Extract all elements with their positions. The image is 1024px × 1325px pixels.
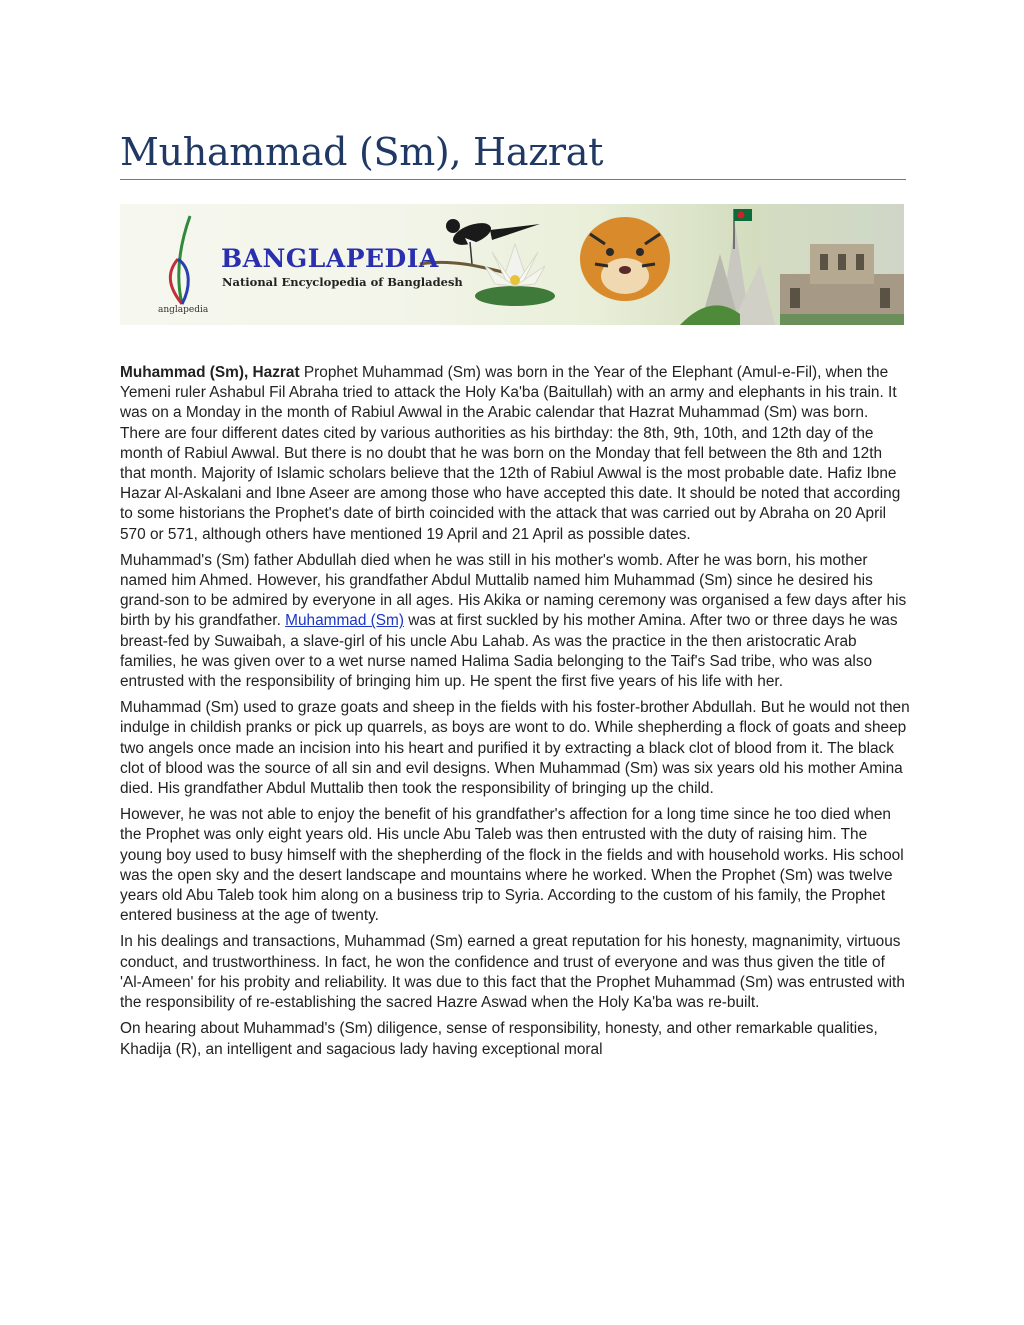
paragraph-2-text-after: was at first suckled by his mother Amina. After two or three days he was breast-fed by Suwaibah, a slave-girl of his uncle Abu Lahab. As was the practice in the then aristocratic Arab families, he was given over to a wet nurse named Halima Sadia belonging to the Taif's Sad tribe, who was also entrusted with the responsibility of bringing him up. He spent the first five years of his life with her. [120,612,898,691]
muhammad-link[interactable]: Muhammad (Sm) [285,612,404,630]
paragraph-1-text: Prophet Muhammad (Sm) was born in the Year of the Elephant (Amul-e-Fil), when the Yemeni ruler Ashabul Fil Abraha tried to attack the Holy Ka'ba (Baitullah) with an army and elephants in his train. It was on a Monday in the month of Rabiul Awwal in the Arabic calendar that Hazrat Muhammad (Sm) was born. There are four different dates cited by various authorities as his birthday: the 8th, 9th, 10th, and 12th day of the month of Rabiul Awwal. But there is no doubt that he was born on the Monday that fell between the 8th and 12th that month. Majority of Islamic scholars believe that the 12th of Rabiul Awwal is the most probable date. Hafiz Ibne Hazar Al-Askalani and Ibne Aseer are among those who have accepted this date. It should be noted that according to some historians the Prophet's date of birth coincided with the attack that was carried out by Abraha on 20 April 570 or 571, although others have mentioned 19 April and 21 April as possible dates. [120,364,901,543]
paragraph-2 [120,551,910,692]
title-divider [120,179,906,180]
paragraph-6: On hearing about Muhammad's (Sm) diligence, sense of responsibility, honesty, and other remarkable qualities, Khadija (R), an intelligent and sagacious lady having exceptional moral [120,1020,878,1058]
banner-subtitle: National Encyclopedia of Bangladesh [222,275,463,289]
paragraph-4: However, he was not able to enjoy the benefit of his grandfather's affection for a long time since he too died when the Prophet was only eight years old. His uncle Abu Taleb was then entrusted with the duty of raising him. The young boy used to busy himself with the shepherding of the flock in the fields and with household works. His school was the open sky and the desert landscape and mountains where he worked. When the Prophet (Sm) was twelve years old Abu Taleb took him along on a business trip to Syria. According to the custom of his family, the Prophet entered business at the age of twenty. [120,806,904,925]
banner-logo-text: anglapedia [158,305,209,315]
paragraph-5: In his dealings and transactions, Muhammad (Sm) earned a great reputation for his honesty, magnanimity, virtuous conduct, and trustworthiness. In fact, he won the confidence and trust of everyone and was thus given the title of 'Al-Ameen' for his probity and reliability. It was due to this fact that the Prophet Muhammad (Sm) was entrusted with the responsibility of re-establishing the sacred Hazre Aswad when the Holy Ka'ba was re-built. [120,933,905,1012]
paragraph-1 [120,363,910,545]
article-body [120,363,910,1066]
paragraph-2-text-before: Muhammad's (Sm) father Abdullah died when he was still in his mother's womb. After he was born, his mother named him Ahmed. However, his grandfather Abdul Muttalib named him Muhammad (Sm) since he desired his grand-son to be admired by everyone in all ages. His Akika or naming ceremony was organised a few days after his birth by his grandfather. [120,551,907,630]
water-lily-icon [475,244,555,306]
banglapedia-banner [120,204,904,325]
banglapedia-logo-icon [170,216,190,304]
banner-title: BANGLAPEDIA [221,244,439,273]
tiger-icon [580,217,670,301]
paragraph-3: Muhammad (Sm) used to graze goats and sheep in the fields with his foster-brother Abdullah. But he would not then indulge in childish pranks or pick up quarrels, as boys are wont to do. While shepherding a flock of goats and sheep two angels once made an incision into his heart and purified it by extracting a black clot of blood from it. The black clot of blood was the source of all sin and evil designs. When Muhammad (Sm) was six years old his mother Amina died. His grandfather Abdul Muttalib then took the responsibility of bringing up the child. [120,699,910,798]
national-memorial-icon [680,209,775,325]
parliament-building-icon [780,244,904,325]
page-title: Muhammad (Sm), Hazrat [120,130,604,174]
lead-heading: Muhammad (Sm), Hazrat [120,364,300,381]
